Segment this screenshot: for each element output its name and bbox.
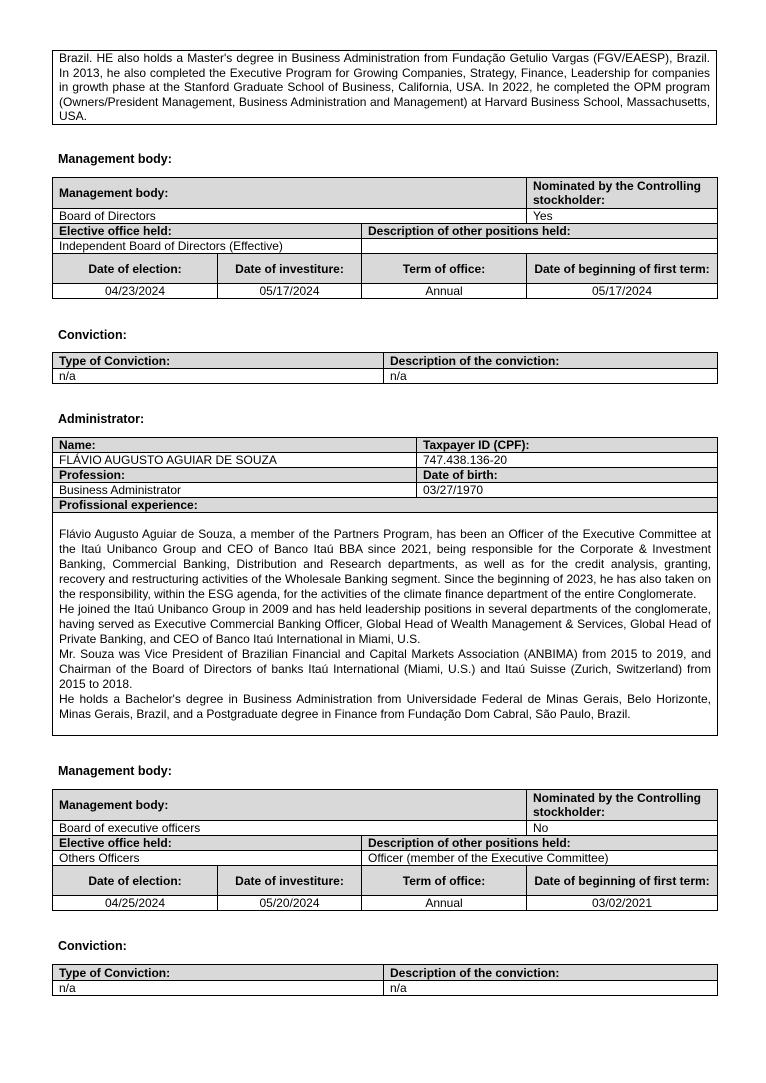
experience-cell xyxy=(53,513,718,736)
dob-value: 03/27/1970 xyxy=(417,483,718,498)
dob-label: Date of birth: xyxy=(417,468,718,483)
date-investiture-label: Date of investiture: xyxy=(218,866,362,896)
desc-conviction-value: n/a xyxy=(384,369,718,384)
nominated-value: Yes xyxy=(527,209,718,224)
profession-label: Profession: xyxy=(53,468,417,483)
administrator-table xyxy=(52,437,717,736)
date-first-term-label: Date of beginning of first term: xyxy=(527,866,718,896)
date-investiture-label: Date of investiture: xyxy=(218,254,362,284)
management-body-label: Management body: xyxy=(53,178,527,209)
nominated-label: Nominated by the Controlling stockholder: xyxy=(527,178,718,209)
elective-office-label: Elective office held: xyxy=(53,836,362,851)
other-positions-label: Description of other positions held: xyxy=(362,224,718,239)
date-first-term-label: Date of beginning of first term: xyxy=(527,254,718,284)
desc-conviction-value: n/a xyxy=(384,981,718,996)
experience-paragraph: He holds a Bachelor's degree in Business Administration from Universidade Federal de Minas Gerais, Belo Horizonte, Minas Gerais, Brazil, and a Postgraduate degree in Finance from Fundação Dom Cabral, São Paulo, Brazil. xyxy=(59,691,711,721)
type-conviction-label: Type of Conviction: xyxy=(53,965,384,981)
type-conviction-value: n/a xyxy=(53,981,384,996)
date-first-term-value: 03/02/2021 xyxy=(527,896,718,911)
conviction-table-1 xyxy=(52,352,717,384)
elective-office-value: Others Officers xyxy=(53,851,362,866)
management-body-value: Board of executive officers xyxy=(53,821,527,836)
intro-box xyxy=(52,50,717,125)
conviction-heading-2: Conviction: xyxy=(58,939,127,953)
management-body-table-2 xyxy=(52,789,717,911)
date-election-label: Date of election: xyxy=(53,254,218,284)
nominated-label: Nominated by the Controlling stockholder: xyxy=(527,790,718,821)
term-office-label: Term of office: xyxy=(362,254,527,284)
date-election-label: Date of election: xyxy=(53,866,218,896)
cpf-label: Taxpayer ID (CPF): xyxy=(417,438,718,453)
management-body-label: Management body: xyxy=(53,790,527,821)
desc-conviction-label: Description of the conviction: xyxy=(384,353,718,369)
type-conviction-value: n/a xyxy=(53,369,384,384)
management-body-heading-2: Management body: xyxy=(58,764,172,778)
management-body-value: Board of Directors xyxy=(53,209,527,224)
experience-paragraph: He joined the Itaú Unibanco Group in 2009 and has held leadership positions in several departments of the conglomerate, having served as Executive Commercial Banking Officer, Global Head of Wealth Management & Services, Global Head of Private Banking, and CEO of Banco Itaú International in Miami, U.S. xyxy=(59,601,711,646)
other-positions-value xyxy=(362,239,718,254)
management-body-heading-1: Management body: xyxy=(58,152,172,166)
name-label: Name: xyxy=(53,438,417,453)
elective-office-label: Elective office held: xyxy=(53,224,362,239)
administrator-heading: Administrator: xyxy=(58,412,145,426)
elective-office-value: Independent Board of Directors (Effective) xyxy=(53,239,362,254)
date-election-value: 04/23/2024 xyxy=(53,284,218,299)
term-office-value: Annual xyxy=(362,284,527,299)
intro-text: Brazil. HE also holds a Master's degree in Business Administration from Fundação Getulio Vargas (FGV/EAESP), Brazil. In 2013, he also completed the Executive Program for Growing Companies, Strategy, Finance, Leadership for companies in growth phase at the Stanford Graduate School of Business, California, USA. In 2022, he completed the OPM program (Owners/President Management, Business Administration and Management) at Harvard Business School, Massachusetts, USA. xyxy=(53,51,717,125)
date-investiture-value: 05/17/2024 xyxy=(218,284,362,299)
type-conviction-label: Type of Conviction: xyxy=(53,353,384,369)
date-first-term-value: 05/17/2024 xyxy=(527,284,718,299)
experience-paragraph: Flávio Augusto Aguiar de Souza, a member of the Partners Program, has been an Officer of the Executive Committee at the Itaú Unibanco Group and CEO of Banco Itaú BBA since 2021, being responsible for the Corporate & Investment Banking, Commercial Banking, Distribution and Research departments, as well as for the credit analysis, granting, recovery and restructuring activities of the Wholesale Banking segment. Since the beginning of 2023, he has also taken on the responsibility, within the ESG agenda, for the activities of the climate finance department of the entire Conglomerate. xyxy=(59,526,711,601)
management-body-table-1 xyxy=(52,177,717,299)
conviction-heading-1: Conviction: xyxy=(58,328,127,342)
other-positions-value: Officer (member of the Executive Committee) xyxy=(362,851,718,866)
date-election-value: 04/25/2024 xyxy=(53,896,218,911)
experience-paragraph: Mr. Souza was Vice President of Brazilian Financial and Capital Markets Association (ANBIMA) from 2015 to 2019, and Chairman of the Board of Directors of banks Itaú International (Miami, U.S.) and Itaú Suisse (Zurich, Switzerland) from 2015 to 2018. xyxy=(59,646,711,691)
date-investiture-value: 05/20/2024 xyxy=(218,896,362,911)
name-value: FLÁVIO AUGUSTO AGUIAR DE SOUZA xyxy=(53,453,417,468)
conviction-table-2 xyxy=(52,964,717,996)
term-office-label: Term of office: xyxy=(362,866,527,896)
desc-conviction-label: Description of the conviction: xyxy=(384,965,718,981)
term-office-value: Annual xyxy=(362,896,527,911)
cpf-value: 747.438.136-20 xyxy=(417,453,718,468)
nominated-value: No xyxy=(527,821,718,836)
other-positions-label: Description of other positions held: xyxy=(362,836,718,851)
experience-label: Profissional experience: xyxy=(53,498,718,513)
profession-value: Business Administrator xyxy=(53,483,417,498)
